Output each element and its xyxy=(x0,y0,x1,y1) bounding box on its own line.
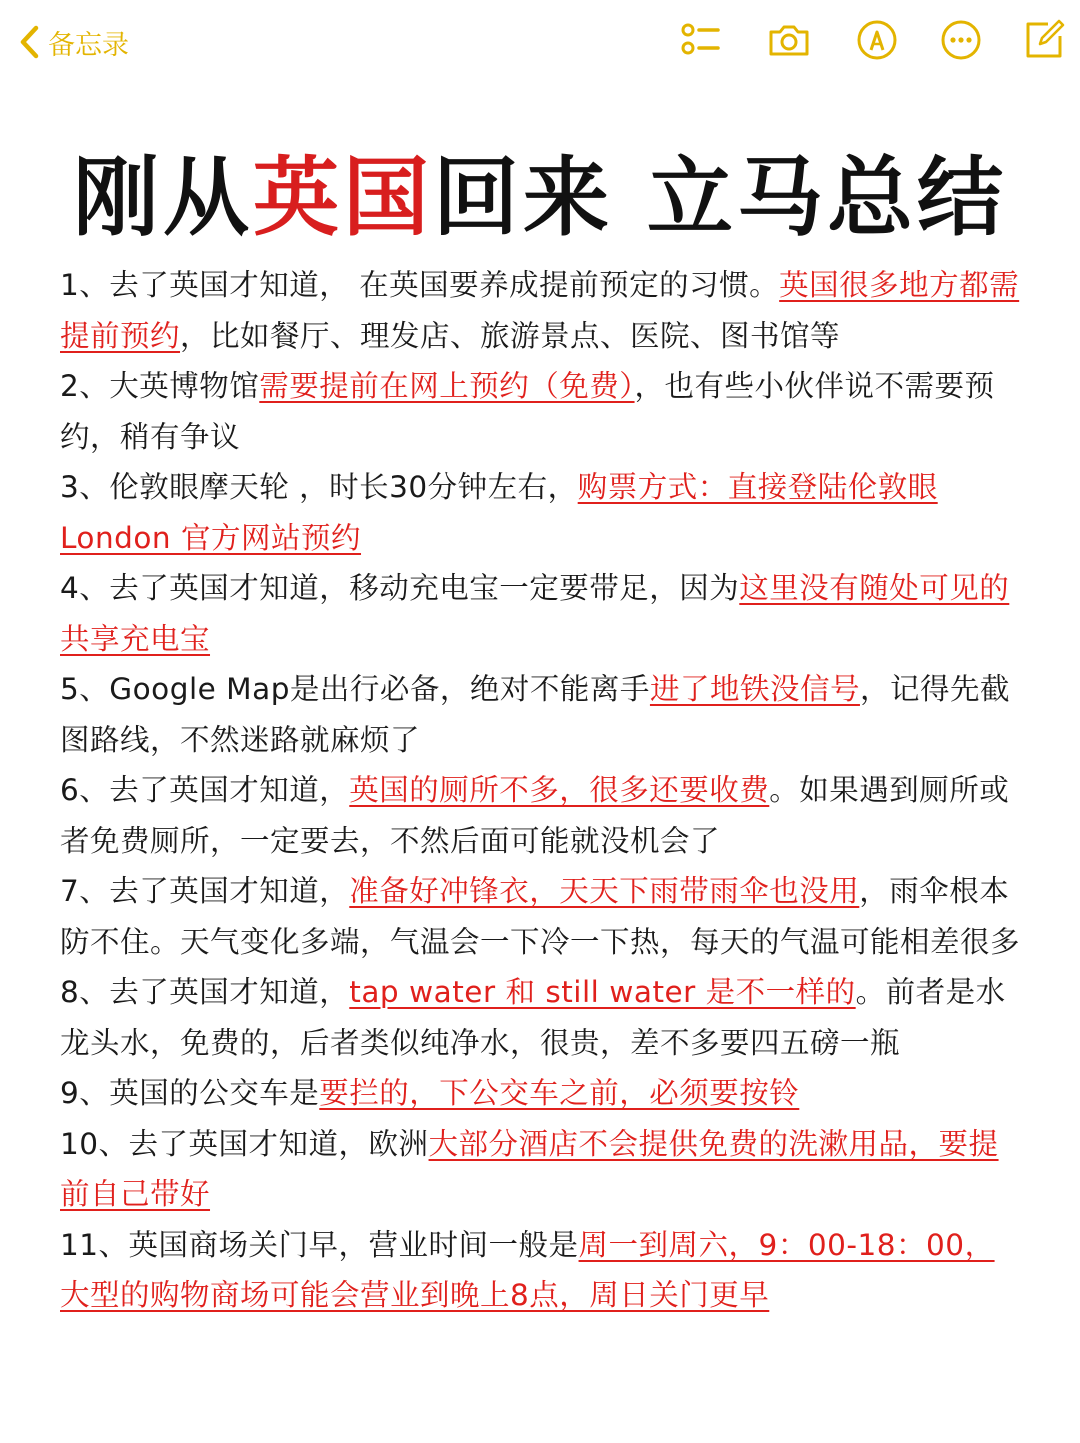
list-item: 9、英国的公交车是要拦的，下公交车之前，必须要按铃 xyxy=(60,1076,800,1110)
back-button[interactable] xyxy=(18,18,129,66)
navigation-bar xyxy=(0,0,1080,90)
highlight-text: 要拦的，下公交车之前，必须要按铃 xyxy=(319,1076,800,1110)
highlight-text: 准备好冲锋衣，天天下雨带雨伞也没用 xyxy=(349,874,860,908)
more-icon xyxy=(939,18,983,62)
highlight-text: 英国的厕所不多，很多还要收费 xyxy=(349,773,770,807)
highlight-text: 进了地铁没信号 xyxy=(649,672,860,706)
camera-icon xyxy=(767,18,811,62)
more-button[interactable] xyxy=(939,18,983,62)
list-item: 11、英国商场关门早，营业时间一般是周一到周六，9：00-18：00，大型的购物商场可能会营业到晚上8点，周日关门更早 xyxy=(60,1227,995,1312)
checklist-icon xyxy=(678,18,722,62)
back-label: 备忘录 xyxy=(48,29,129,61)
checklist-button[interactable] xyxy=(678,18,722,62)
camera-button[interactable] xyxy=(767,18,811,62)
list-item: 2、大英博物馆需要提前在网上预约（免费），也有些小伙伴说不需要预约，稍有争议 xyxy=(60,369,995,454)
note-body[interactable] xyxy=(60,260,1022,1321)
title-part-2: 回来 立马总结 xyxy=(433,148,1007,248)
highlight-text: 大部分酒店不会提供免费的洗漱用品，要提前自己带好 xyxy=(60,1126,999,1211)
list-item: 5、Google Map是出行必备，绝对不能离手进了地铁没信号，记得先截图路线，不然迷路就麻烦了 xyxy=(60,672,1010,757)
highlight-text: 需要提前在网上预约（免费） xyxy=(259,369,635,403)
highlight-text: 周一到周六，9：00-18：00，大型的购物商场可能会营业到晚上8点，周日关门更早 xyxy=(60,1227,995,1312)
chevron-left-icon xyxy=(18,25,40,59)
highlight-text: 这里没有随处可见的共享充电宝 xyxy=(60,571,1010,656)
page-title xyxy=(0,128,1080,252)
list-item: 7、去了英国才知道，准备好冲锋衣，天天下雨带雨伞也没用，雨伞根本防不住。天气变化多端，气温会一下冷一下热，每天的气温可能相差很多 xyxy=(60,874,1021,959)
list-item: 4、去了英国才知道，移动充电宝一定要带足，因为这里没有随处可见的共享充电宝 xyxy=(60,571,1010,656)
list-item: 6、去了英国才知道，英国的厕所不多，很多还要收费。如果遇到厕所或者免费厕所，一定要去，不然后面可能就没机会了 xyxy=(60,773,1010,858)
list-item: 10、去了英国才知道，欧洲大部分酒店不会提供免费的洗漱用品，要提前自己带好 xyxy=(60,1126,999,1211)
markup-button[interactable] xyxy=(855,18,899,62)
title-highlight: 英国 xyxy=(253,148,434,248)
list-item: 3、伦敦眼摩天轮 ，时长30分钟左右，购票方式：直接登陆伦敦眼 London 官方网站预约 xyxy=(60,470,938,555)
list-item: 1、去了英国才知道， 在英国要养成提前预定的习惯。英国很多地方都需提前预约，比如餐厅、理发店、旅游景点、医院、图书馆等 xyxy=(60,268,1020,353)
compose-icon xyxy=(1022,18,1066,62)
compose-button[interactable] xyxy=(1022,18,1066,62)
list-item: 8、去了英国才知道，tap water 和 still water 是不一样的。前者是水龙头水，免费的，后者类似纯净水，很贵，差不多要四五磅一瓶 xyxy=(60,975,1006,1060)
title-part-1: 刚从 xyxy=(73,148,254,248)
markup-icon xyxy=(855,18,899,62)
highlight-text: 英国很多地方都需提前预约 xyxy=(60,268,1020,353)
highlight-text: tap water 和 still water 是不一样的 xyxy=(349,975,856,1009)
highlight-text: 购票方式：直接登陆伦敦眼 London 官方网站预约 xyxy=(60,470,938,555)
